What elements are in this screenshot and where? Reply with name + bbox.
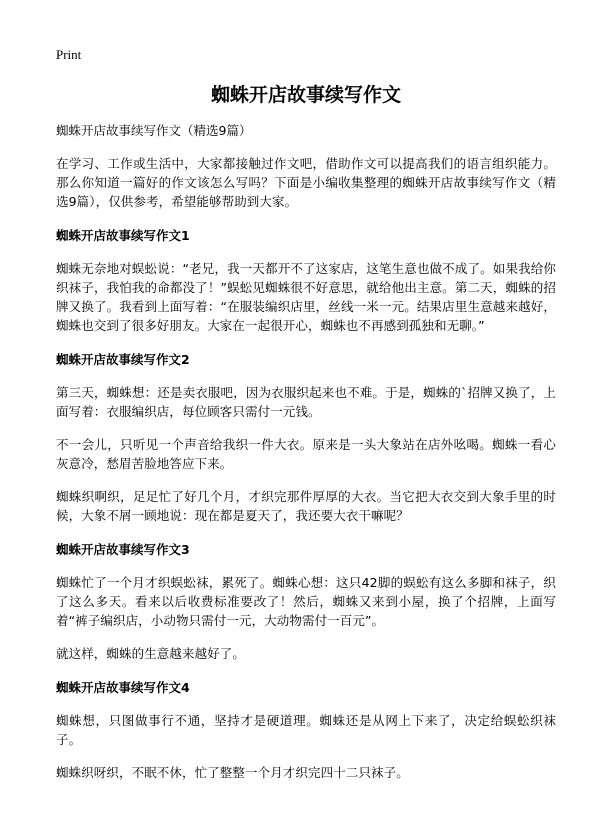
section-heading-4: 蜘蛛开店故事续写作文4 bbox=[56, 680, 190, 695]
print-link[interactable]: Print bbox=[56, 47, 82, 62]
section-2-paragraph-2: 不一会儿，只听见一个声音给我织一件大衣。原来是一头大象站在店外吆喝。蜘蛛一看心灰意冷，愁眉苦脸地答应下来。 bbox=[56, 437, 556, 471]
intro-paragraph: 在学习、工作或生活中，大家都接触过作文吧，借助作文可以提高我们的语言组织能力。那么你知道一篇好的作文该怎么写吗？下面是小编收集整理的蜘蛛开店故事续写作文（精选9篇），仅供参考，希望能够帮助到大家。 bbox=[56, 156, 556, 209]
section-3-paragraph-2: 就这样，蜘蛛的生意越来越好了。 bbox=[56, 646, 246, 661]
section-4-paragraph-1: 蜘蛛想，只图做事行不通，坚持才是硬道理。蜘蛛还是从网上下来了，决定给蜈蚣织袜子。 bbox=[56, 713, 556, 747]
section-2-paragraph-1: 第三天，蜘蛛想：还是卖衣服吧，因为衣服织起来也不难。于是，蜘蛛的`招牌又换了，上面写着：衣服编织店，每位顾客只需付一元钱。 bbox=[56, 385, 556, 419]
section-3-paragraph-1: 蜘蛛忙了一个月才织蜈蚣袜，累死了。蜘蛛心想：这只42脚的蜈蚣有这么多脚和袜子，织了这么多天。看来以后收费标准要改了！然后，蜘蛛又来到小屋，换了个招牌，上面写着“裤子编织店，小动物只需付一元，大动物需付一百元”。 bbox=[56, 575, 556, 628]
section-heading-2: 蜘蛛开店故事续写作文2 bbox=[56, 352, 190, 367]
section-heading-3: 蜘蛛开店故事续写作文3 bbox=[56, 542, 190, 557]
section-4-paragraph-2: 蜘蛛织呀织，不眠不休，忙了整整一个月才织完四十二只袜子。 bbox=[56, 765, 409, 780]
section-1-paragraph-1: 蜘蛛无奈地对蜈蚣说：“老兄，我一天都开不了这家店，这笔生意也做不成了。如果我给你织袜子，我怕我的命都没了！”蜈蚣见蜘蛛很不好意思，就给他出主意。第二天，蜘蛛的招牌又换了。我看到上面写着：“在服装编织店里，丝线一米一元。结果店里生意越来越好，蜘蛛也交到了很多好朋友。大家在一起很开心，蜘蛛也不再感到孤独和无聊。” bbox=[56, 261, 556, 333]
section-2-paragraph-3: 蜘蛛织啊织，足足忙了好几个月，才织完那件厚厚的大衣。当它把大衣交到大象手里的时候，大象不屑一顾地说：现在都是夏天了，我还要大衣干嘛呢？ bbox=[56, 489, 556, 523]
section-heading-1: 蜘蛛开店故事续写作文1 bbox=[56, 228, 190, 243]
document-title: 蜘蛛开店故事续写作文 bbox=[210, 84, 401, 106]
document-subtitle: 蜘蛛开店故事续写作文（精选9篇） bbox=[56, 123, 252, 138]
